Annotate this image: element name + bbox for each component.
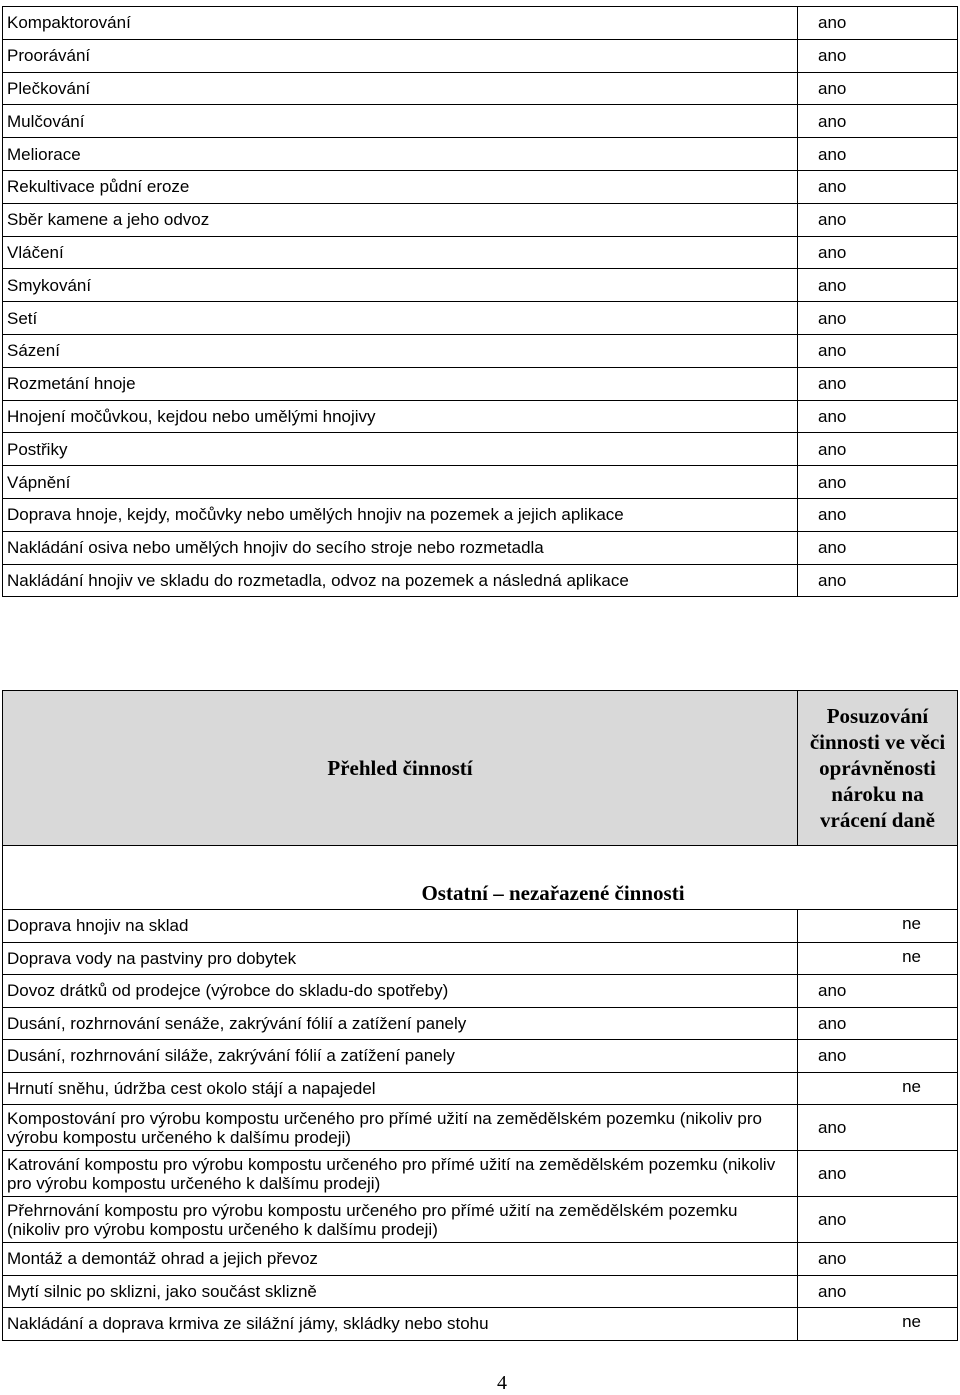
assessment-yes: ano <box>818 1164 847 1183</box>
table-row <box>3 236 958 269</box>
activity-label: Vápnění <box>3 466 798 499</box>
activity-label: Rozmetání hnoje <box>3 367 798 400</box>
assessment-no: ne <box>902 946 921 966</box>
activity-label: Montáž a demontáž ohrad a jejich převoz <box>3 1243 798 1276</box>
table-row <box>3 302 958 335</box>
table-row <box>3 564 958 597</box>
assessment-cell <box>798 1275 958 1308</box>
activity-label: Kompaktorování <box>3 7 798 40</box>
activity-label: Kompostování pro výrobu kompostu určeného pro přímé užití na zemědělském pozemku (nikoliv pro výrobu kompostu určeného k dalšímu prodeji) <box>3 1105 798 1151</box>
table-row <box>3 910 958 943</box>
activity-value: ano <box>798 72 958 105</box>
assessment-yes: ano <box>818 1013 847 1033</box>
activity-label: Smykování <box>3 269 798 302</box>
assessment-cell <box>798 1040 958 1073</box>
assessment-no: ne <box>902 1076 921 1096</box>
table-row <box>3 1275 958 1308</box>
table-row <box>3 942 958 975</box>
table-row <box>3 1197 958 1243</box>
table-row <box>3 203 958 236</box>
table-row <box>3 1007 958 1040</box>
activity-value: ano <box>798 400 958 433</box>
activity-label: Doprava hnojiv na sklad <box>3 910 798 943</box>
activity-label: Nakládání osiva nebo umělých hnojiv do secího stroje nebo rozmetadla <box>3 531 798 564</box>
table-row <box>3 400 958 433</box>
table-row <box>3 1308 958 1341</box>
assessment-cell <box>798 1308 958 1341</box>
activity-label: Dovoz drátků od prodejce (výrobce do skladu-do spotřeby) <box>3 975 798 1008</box>
activity-value: ano <box>798 433 958 466</box>
assessment-yes: ano <box>818 1249 847 1269</box>
activity-label: Setí <box>3 302 798 335</box>
activity-value: ano <box>798 531 958 564</box>
activity-value: ano <box>798 105 958 138</box>
activity-label: Meliorace <box>3 138 798 171</box>
table-row <box>3 498 958 531</box>
table-row <box>3 466 958 499</box>
table-row <box>3 1243 958 1276</box>
assessment-cell <box>798 975 958 1008</box>
assessment-cell <box>798 1151 958 1197</box>
activity-value: ano <box>798 466 958 499</box>
activity-label: Sběr kamene a jeho odvoz <box>3 203 798 236</box>
assessment-yes: ano <box>818 1210 847 1229</box>
activity-value: ano <box>798 334 958 367</box>
activity-label: Doprava vody na pastviny pro dobytek <box>3 942 798 975</box>
table-row <box>3 367 958 400</box>
assessment-cell <box>798 1007 958 1040</box>
assessment-cell <box>798 1105 958 1151</box>
table-row <box>3 975 958 1008</box>
other-activities-table <box>2 690 958 1341</box>
table-row <box>3 39 958 72</box>
assessment-no: ne <box>902 914 921 933</box>
activity-label: Vláčení <box>3 236 798 269</box>
assessment-cell <box>798 1197 958 1243</box>
activity-label: Mytí silnic po sklizni, jako součást sklizně <box>3 1275 798 1308</box>
overview-header: Přehled činností <box>3 691 798 846</box>
assessment-yes: ano <box>818 1046 847 1066</box>
activity-label: Hrnutí sněhu, údržba cest okolo stájí a napajedel <box>3 1072 798 1105</box>
table-row <box>3 334 958 367</box>
table-row <box>3 170 958 203</box>
table-row <box>3 1072 958 1105</box>
table-row <box>3 1151 958 1197</box>
table-row <box>3 1105 958 1151</box>
activity-label: Postřiky <box>3 433 798 466</box>
activity-label: Plečkování <box>3 72 798 105</box>
activity-label: Rekultivace půdní eroze <box>3 170 798 203</box>
section-title: Ostatní – nezařazené činnosti <box>3 846 958 910</box>
table-row <box>3 7 958 40</box>
assessment-yes: ano <box>818 1281 847 1301</box>
table-row <box>3 531 958 564</box>
activity-value: ano <box>798 7 958 40</box>
activity-label: Mulčování <box>3 105 798 138</box>
activity-value: ano <box>798 367 958 400</box>
activity-label: Proorávání <box>3 39 798 72</box>
assessment-cell <box>798 942 958 975</box>
page-number: 4 <box>497 1372 507 1394</box>
activity-label: Dusání, rozhrnování siláže, zakrývání fólií a zatížení panely <box>3 1040 798 1073</box>
activity-value: ano <box>798 236 958 269</box>
table-row <box>3 138 958 171</box>
table-row <box>3 433 958 466</box>
activity-label: Katrování kompostu pro výrobu kompostu určeného pro přímé užití na zemědělském pozemku (nikoliv pro výrobu kompostu určeného k dalšímu prodeji) <box>3 1151 798 1197</box>
table-row <box>3 105 958 138</box>
activity-label: Nakládání a doprava krmiva ze silážní jámy, skládky nebo stohu <box>3 1308 798 1341</box>
activity-value: ano <box>798 138 958 171</box>
assessment-cell <box>798 910 958 943</box>
assessment-cell <box>798 1243 958 1276</box>
activities-table <box>2 6 958 597</box>
activity-label: Sázení <box>3 334 798 367</box>
activity-label: Přehrnování kompostu pro výrobu kompostu určeného pro přímé užití na zemědělském pozemku (nikoliv pro výrobu kompostu určeného k dalšímu prodeji) <box>3 1197 798 1243</box>
assessment-no: ne <box>902 1312 921 1331</box>
assessment-cell <box>798 1072 958 1105</box>
activity-value: ano <box>798 39 958 72</box>
assessment-header: Posuzování činnosti ve věci oprávněnosti nároku na vrácení daně <box>798 691 958 846</box>
activity-value: ano <box>798 498 958 531</box>
activity-value: ano <box>798 203 958 236</box>
activity-label: Nakládání hnojiv ve skladu do rozmetadla, odvoz na pozemek a následná aplikace <box>3 564 798 597</box>
assessment-yes: ano <box>818 981 847 1001</box>
activity-label: Dusání, rozhrnování senáže, zakrývání fólií a zatížení panely <box>3 1007 798 1040</box>
activity-value: ano <box>798 564 958 597</box>
activity-value: ano <box>798 170 958 203</box>
activity-label: Doprava hnoje, kejdy, močůvky nebo umělých hnojiv na pozemek a jejich aplikace <box>3 498 798 531</box>
activity-label: Hnojení močůvkou, kejdou nebo umělými hnojivy <box>3 400 798 433</box>
table-row <box>3 1040 958 1073</box>
table-row <box>3 72 958 105</box>
activity-value: ano <box>798 302 958 335</box>
assessment-yes: ano <box>818 1118 847 1137</box>
activity-value: ano <box>798 269 958 302</box>
table-row <box>3 269 958 302</box>
